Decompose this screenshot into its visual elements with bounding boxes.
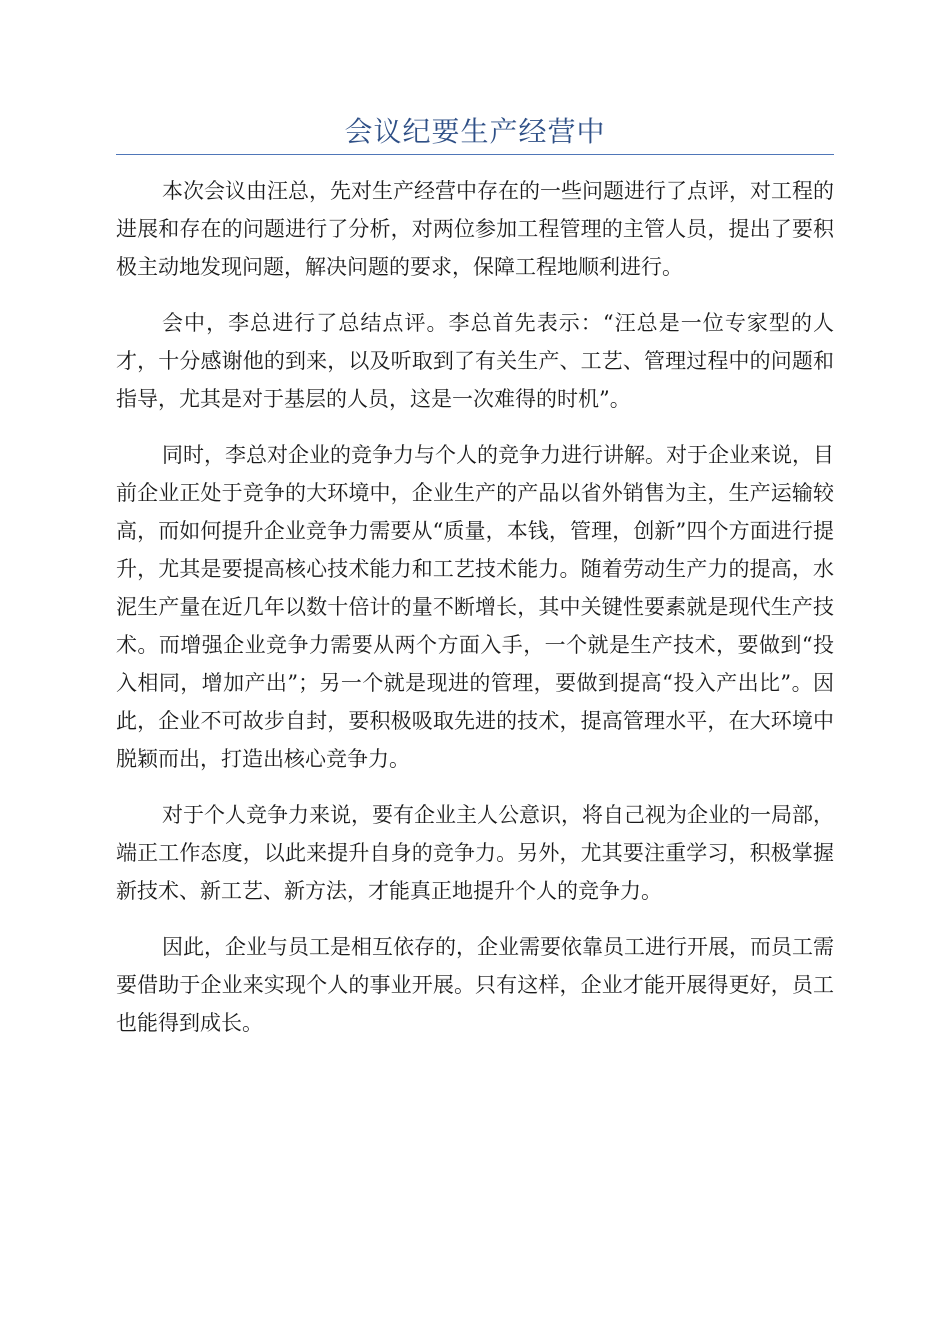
paragraph-5: 因此，企业与员工是相互依存的，企业需要依靠员工进行开展，而员工需要借助于企业来实现个人的事业开展。只有这样，企业才能开展得更好，员工也能得到成长。 (116, 935, 834, 1035)
paragraph-4: 对于个人竞争力来说，要有企业主人公意识，将自己视为企业的一局部，端正工作态度，以此来提升自身的竞争力。另外，尤其要注重学习，积极掌握新技术、新工艺、新方法，才能真正地提升个人的竞争力。 (116, 803, 834, 903)
document-title: 会议纪要生产经营中 (344, 115, 606, 148)
paragraph-3: 同时，李总对企业的竞争力与个人的竞争力进行讲解。对于企业来说，目前企业正处于竞争的大环境中，企业生产的产品以省外销售为主，生产运输较高，而如何提升企业竞争力需要从“质量，本钱，管理，创新”四个方面进行提升，尤其是要提高核心技术能力和工艺技术能力。随着劳动生产力的提高，水泥生产量在近几年以数十倍计的量不断增长，其中关键性要素就是现代生产技术。而增强企业竞争力需要从两个方面入手，一个就是生产技术，要做到“投入相同，增加产出”；另一个就是现进的管理，要做到提高“投入产出比”。因此，企业不可故步自封，要积极吸取先进的技术，提高管理水平，在大环境中脱颖而出，打造出核心竞争力。 (116, 443, 834, 771)
paragraph-1: 本次会议由汪总，先对生产经营中存在的一些问题进行了点评，对工程的进展和存在的问题进行了分析，对两位参加工程管理的主管人员，提出了要积极主动地发现问题，解决问题的要求，保障工程地顺利进行。 (116, 179, 834, 279)
title-underline (116, 154, 834, 155)
document-body (116, 172, 834, 1060)
paragraph-2: 会中，李总进行了总结点评。李总首先表示：“汪总是一位专家型的人才，十分感谢他的到来，以及听取到了有关生产、工艺、管理过程中的问题和指导，尤其是对于基层的人员，这是一次难得的时机”。 (116, 311, 834, 411)
